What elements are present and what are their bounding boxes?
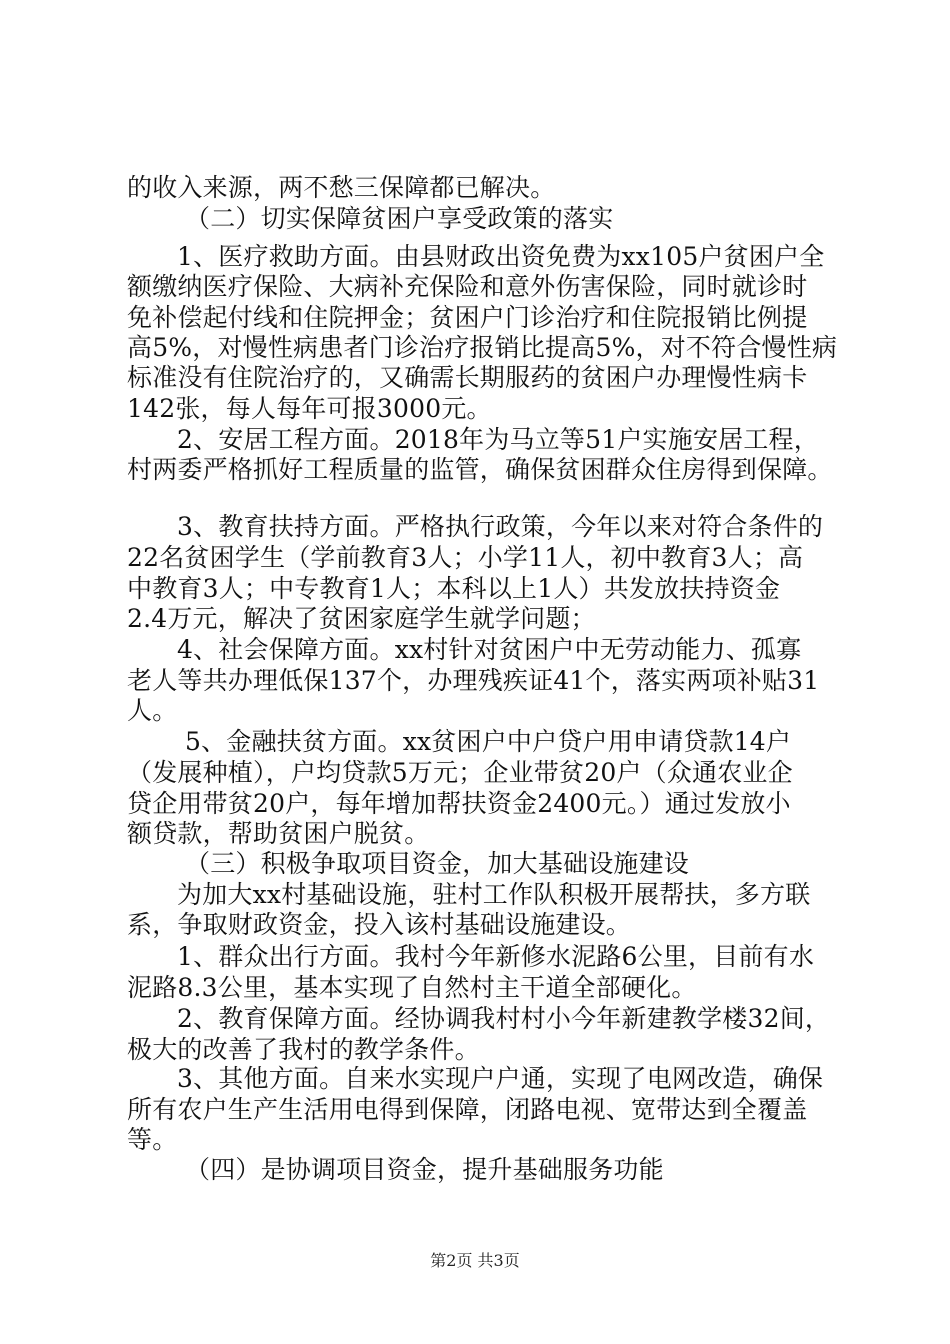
body-line-20: 贷企用带贫20户，每年增加帮扶资金2400元。）通过发放小: [127, 789, 791, 818]
page-footer: 第2页 共3页: [430, 1251, 520, 1270]
section-heading-3: （三）积极争取项目资金，加大基础设施建设: [185, 849, 690, 878]
body-line-18: 5、金融扶贫方面。xx贫困户中户贷户用申请贷款14户: [185, 727, 792, 756]
section-heading-4: （四）是协调项目资金，提升基础服务功能: [185, 1155, 664, 1184]
body-line-14: 2.4万元，解决了贫困家庭学生就学问题；: [127, 604, 596, 633]
body-line-17: 人。: [127, 696, 178, 725]
body-line-28: 极大的改善了我村的教学条件。: [127, 1035, 480, 1064]
body-line-3: 1、医疗救助方面。由县财政出资免费为xx105户贫困户全: [177, 242, 825, 271]
body-line-29: 3、其他方面。自来水实现户户通，实现了电网改造，确保: [177, 1064, 824, 1093]
body-line-21: 额贷款，帮助贫困户脱贫。: [127, 819, 430, 848]
body-line-27: 2、教育保障方面。经协调我村村小今年新建教学楼32间，: [177, 1004, 831, 1033]
body-line-26: 泥路8.3公里，基本实现了自然村主干道全部硬化。: [127, 973, 697, 1002]
body-line-25: 1、群众出行方面。我村今年新修水泥路6公里，目前有水: [177, 942, 815, 971]
body-line-31: 等。: [127, 1125, 178, 1154]
body-line-19: （发展种植），户均贷款5万元；企业带贫20户（众通农业企: [127, 758, 793, 787]
body-line-12: 22名贫困学生（学前教育3人；小学11人，初中教育3人；高: [127, 543, 804, 572]
body-line-4: 额缴纳医疗保险、大病补充保险和意外伤害保险，同时就诊时: [127, 272, 808, 301]
body-line-11: 3、教育扶持方面。严格执行政策，今年以来对符合条件的: [177, 512, 824, 541]
body-line-24: 系，争取财政资金，投入该村基础设施建设。: [127, 910, 632, 939]
body-line-1: 的收入来源，两不愁三保障都已解决。: [127, 173, 556, 202]
body-line-7: 标准没有住院治疗的，又确需长期服药的贫困户办理慢性病卡: [127, 363, 808, 392]
body-line-5: 免补偿起付线和住院押金；贫困户门诊治疗和住院报销比例提: [127, 303, 808, 332]
body-line-9: 2、安居工程方面。2018年为马立等51户实施安居工程，: [177, 425, 819, 454]
body-line-23: 为加大xx村基础设施，驻村工作队积极开展帮扶，多方联: [177, 880, 811, 909]
body-line-16: 老人等共办理低保137个，办理残疾证41个，落实两项补贴31: [127, 666, 820, 695]
body-line-30: 所有农户生产生活用电得到保障，闭路电视、宽带达到全覆盖: [127, 1095, 808, 1124]
body-line-13: 中教育3人；中专教育1人；本科以上1人）共发放扶持资金: [127, 574, 781, 603]
body-line-10: 村两委严格抓好工程质量的监管，确保贫困群众住房得到保障。: [127, 455, 833, 484]
body-line-8: 142张，每人每年可报3000元。: [127, 394, 492, 423]
section-heading-2: （二）切实保障贫困户享受政策的落实: [185, 204, 614, 233]
body-line-15: 4、社会保障方面。xx村针对贫困户中无劳动能力、孤寡: [177, 635, 802, 664]
body-line-6: 高5%，对慢性病患者门诊治疗报销比提高5%，对不符合慢性病: [127, 333, 838, 362]
